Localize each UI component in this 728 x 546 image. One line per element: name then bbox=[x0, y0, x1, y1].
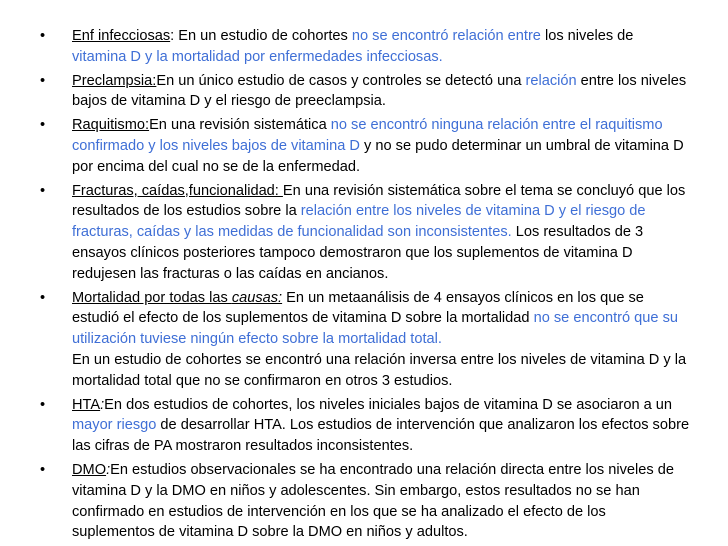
item-text: En una revisión sistemática sobre el tema se concluyó que los resultados de los estudios sobre la bbox=[72, 182, 686, 220]
item-mortalidad bbox=[40, 288, 690, 392]
bullet-icon: • bbox=[40, 28, 46, 44]
item-hta bbox=[40, 395, 690, 457]
item-label: Fracturas, caídas,funcionalidad: bbox=[72, 182, 283, 199]
item-text: En estudios observacionales se ha encontrado una relación directa entre los niveles de vitamina D y la DMO en niños y adolescentes. Sin embargo, estos resultados no se han confirmado en estudios de intervención en los que se ha analizado el efecto de los suplementos de vitamina D sobre la DMO en niños y adultos. bbox=[72, 461, 674, 541]
bullet-icon: • bbox=[40, 72, 46, 89]
item-preclampsia bbox=[40, 71, 690, 113]
bullet-icon: • bbox=[40, 289, 46, 306]
item-label: Enf infecciosas bbox=[72, 28, 171, 44]
item-label bbox=[72, 290, 282, 306]
item-label-suffix: : bbox=[106, 461, 111, 478]
item-text: entre los niveles bajos de vitamina D y el riesgo de preeclampsia. bbox=[72, 72, 687, 110]
item-label: Raquitismo: bbox=[72, 117, 150, 134]
bullet-icon: • bbox=[40, 117, 46, 134]
item-label-italic: causas: bbox=[231, 289, 283, 306]
item-dmo bbox=[40, 460, 690, 543]
item-text: En un único estudio de casos y controles se detectó una bbox=[156, 72, 526, 89]
item-highlight: relación bbox=[525, 72, 577, 89]
item-highlight: no se encontró ninguna relación entre el raquitismo confirmado y los niveles bajos de vitamina D bbox=[72, 117, 663, 154]
item-highlight: mayor riesgo bbox=[72, 417, 157, 434]
item-text: los niveles de bbox=[540, 28, 634, 44]
item-highlight: no se encontró relación entre bbox=[351, 28, 541, 44]
bullet-icon: • bbox=[40, 182, 46, 199]
item-text: En un estudio de cohortes se encontró una relación inversa entre los niveles de vitamina D y la mortalidad total que no se confirmaron en otros 3 estudios. bbox=[72, 351, 687, 389]
item-text: y no se pudo determinar un umbral de vitamina D por encima del cual no se de la enfermedad. bbox=[72, 137, 684, 175]
item-label-text: Mortalidad por todas las bbox=[72, 289, 232, 306]
item-text: En dos estudios de cohortes, los niveles iniciales bajos de vitamina D se asociaron a un bbox=[104, 396, 673, 413]
item-text: : En un estudio de cohortes bbox=[170, 28, 352, 44]
item-text: En una revisión sistemática bbox=[149, 117, 331, 134]
item-label: HTA bbox=[72, 396, 101, 413]
bullet-icon: • bbox=[40, 396, 46, 413]
item-fracturas bbox=[40, 181, 690, 285]
item-raquitismo bbox=[40, 115, 690, 177]
item-label-suffix: : bbox=[100, 396, 105, 413]
bullet-list bbox=[40, 26, 690, 546]
item-label: Preclampsia: bbox=[72, 72, 157, 89]
item-text: de desarrollar HTA. Los estudios de intervención que analizaron los efectos sobre las cifras de PA mostraron resultados inconsistentes. bbox=[72, 417, 690, 455]
item-highlight: no se encontró que su utilización tuviese ningún efecto sobre la mortalidad total. bbox=[72, 310, 678, 348]
item-enf-infecciosas bbox=[40, 26, 690, 68]
item-highlight: vitamina D y la mortalidad por enfermedades infecciosas. bbox=[72, 48, 443, 65]
item-label: DMO bbox=[72, 461, 107, 478]
item-text: Los resultados de 3 ensayos clínicos posteriores tampoco demostraron que los suplementos de vitamina D redujesen las fracturas o las caídas en ancianos. bbox=[72, 224, 644, 282]
bullet-icon: • bbox=[40, 461, 46, 478]
item-highlight: relación entre los niveles de vitamina D y el riesgo de fracturas, caídas y las medidas de funcionalidad son inconsistentes. bbox=[72, 203, 646, 241]
item-text: En un metaanálisis de 4 ensayos clínicos en los que se estudió el efecto de los suplementos de vitamina D sobre la mortalidad bbox=[72, 289, 644, 327]
